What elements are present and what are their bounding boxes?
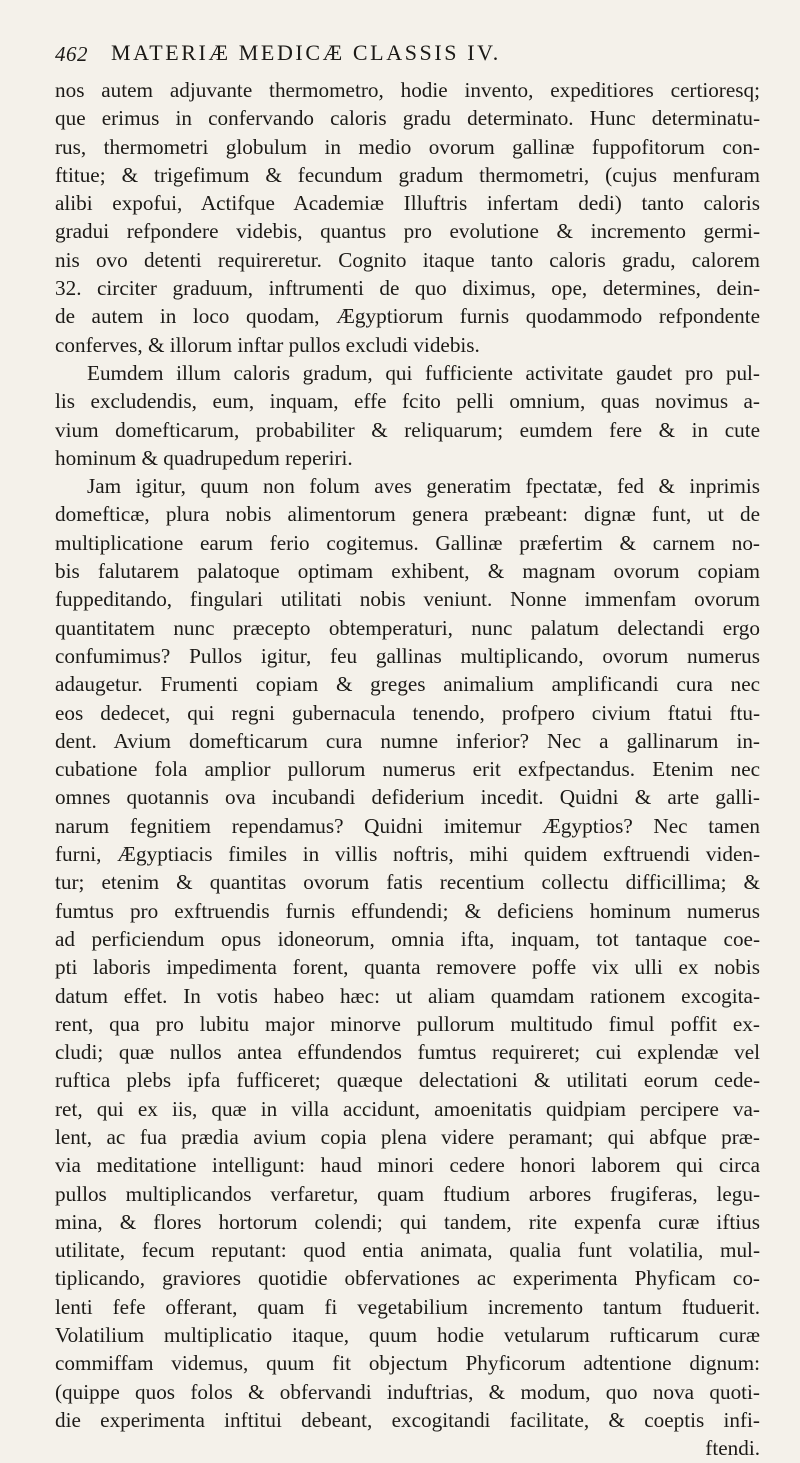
text-line: nos autem adjuvante thermometro, hodie invento, expeditiores certioresq; [55, 78, 760, 102]
text-line: nis ovo detenti requireretur. Cognito itaque tanto caloris gradu, calorem [55, 247, 760, 272]
body-text [55, 76, 760, 1463]
text-line: dent. Avium domefticarum cura numne inferior? Nec a gallinarum in- [55, 728, 760, 753]
text-line: rent, qua pro lubitu major minorve pullorum multitudo fimul poffit ex- [55, 1011, 760, 1036]
text-line: bis falutarem palatoque optimam exhibent, & magnam ovorum copiam [55, 559, 760, 584]
text-line: furni, Ægyptiacis fimiles in villis noftris, mihi quidem exftruendi viden- [55, 842, 760, 867]
text-line: vium domefticarum, probabiliter & reliquarum; eumdem fere & in cute [55, 417, 760, 442]
text-line: ret, qui ex iis, quæ in villa accidunt, amoenitatis quidpiam percipere va- [55, 1096, 760, 1121]
text-line: omnes quotannis ova incubandi defiderium incedit. Quidni & arte galli- [55, 785, 760, 810]
text-line: Volatilium multiplicatio itaque, quum hodie vetularum rufticarum curæ [55, 1323, 760, 1348]
text-line: via meditatione intelligunt: haud minori cedere honori laborem qui circa [55, 1153, 760, 1178]
text-line: lenti fefe offerant, quam fi vegetabilium incremento tantum ftuduerit. [55, 1294, 760, 1319]
text-line: fuppeditando, fingulari utilitati nobis veniunt. Nonne immenfam ovorum [55, 587, 760, 612]
text-line: mina, & flores hortorum colendi; qui tandem, rite expenfa curæ iftius [55, 1209, 760, 1234]
text-line: die experimenta inftitui debeant, excogitandi facilitate, & coeptis infi- [55, 1407, 760, 1432]
text-line: conferves, & illorum inftar pullos excludi videbis. [55, 332, 480, 357]
text-line: ad perficiendum opus idoneorum, omnia ifta, inquam, tot tantaque coe- [55, 926, 760, 951]
text-line: fumtus pro exftruendis furnis effundendi; & deficiens hominum numerus [55, 898, 760, 923]
text-line: 32. circiter graduum, inftrumenti de quo diximus, ope, determines, dein- [55, 276, 760, 301]
text-line: (quippe quos folos & obfervandi induftrias, & modum, quo nova quoti- [55, 1379, 760, 1404]
text-line: pti laboris impedimenta forent, quanta removere poffe vix ulli ex nobis [55, 955, 760, 980]
header-title: MATERIÆ MEDICÆ CLASSIS IV. [111, 40, 501, 65]
running-head [55, 40, 760, 76]
text-line: Jam igitur, quum non folum aves generatim fpectatæ, fed & inprimis [87, 474, 760, 499]
text-line: que erimus in confervando caloris gradu determinato. Hunc determinatu- [55, 106, 760, 131]
text-line: hominum & quadrupedum reperiri. [55, 445, 353, 470]
text-line: multiplicatione earum ferio cogitemus. Gallinæ præfertim & carnem no- [55, 530, 760, 555]
text-line: ftitue; & trigefimum & fecundum gradum thermometri, (cujus menfuram [55, 162, 760, 187]
text-line: lent, ac fua prædia avium copia plena videre peramant; qui abfque præ- [55, 1124, 760, 1149]
text-line: tiplicando, graviores quotidie obfervationes ac experimenta Phyficam co- [55, 1266, 760, 1291]
page-number: 462 [55, 42, 88, 66]
text-line: confumimus? Pullos igitur, feu gallinas multiplicando, ovorum numerus [55, 643, 760, 668]
text-line: lis excludendis, eum, inquam, effe fcito pelli omnium, quas novimus a- [55, 389, 760, 414]
text-line: eos dedecet, qui regni gubernacula tenendo, profpero civium ftatui ftu- [55, 700, 760, 725]
text-line: narum fegnitiem rependamus? Quidni imitemur Ægyptios? Nec tamen [55, 813, 760, 838]
text-line: pullos multiplicandos verfaretur, quam ftudium arbores frugiferas, legu- [55, 1181, 760, 1206]
text-line: Eumdem illum caloris gradum, qui fufficiente activitate gaudet pro pul- [87, 360, 760, 385]
text-line: utilitate, fecum reputant: quod entia animata, qualia funt volatilia, mul- [55, 1238, 760, 1263]
text-line: cubatione fola amplior pullorum numerus erit exfpectandus. Etenim nec [55, 757, 760, 782]
text-line: rus, thermometri globulum in medio ovorum gallinæ fuppofitorum con- [55, 134, 760, 159]
text-line-catchword: ftendi. [705, 1436, 760, 1461]
text-line: adaugetur. Frumenti copiam & greges animalium amplificandi cura nec [55, 672, 760, 697]
text-line: de autem in loco quodam, Ægyptiorum furnis quodammodo refpondente [55, 304, 760, 329]
text-line: quantitatem nunc præcepto obtemperaturi, nunc palatum delectandi ergo [55, 615, 760, 640]
text-line: domefticæ, plura nobis alimentorum genera præbeant: dignæ funt, ut de [55, 502, 760, 527]
text-line: tur; etenim & quantitas ovorum fatis recentium collectu difficillima; & [55, 870, 760, 895]
text-line: commiffam videmus, quum fit objectum Phyficorum adtentione dignum: [55, 1351, 760, 1376]
text-line: gradui refpondere videbis, quantus pro evolutione & incremento germi- [55, 219, 760, 244]
text-line: datum effet. In votis habeo hæc: ut aliam quamdam rationem excogita- [55, 983, 760, 1008]
text-line: cludi; quæ nullos antea effundendos fumtus requireret; cui explendæ vel [55, 1040, 760, 1065]
text-line: ruftica plebs ipfa fufficeret; quæque delectationi & utilitati eorum cede- [55, 1068, 760, 1093]
text-line: alibi expofui, Actifque Academiæ Illuftris infertam dedi) tanto caloris [55, 191, 760, 216]
